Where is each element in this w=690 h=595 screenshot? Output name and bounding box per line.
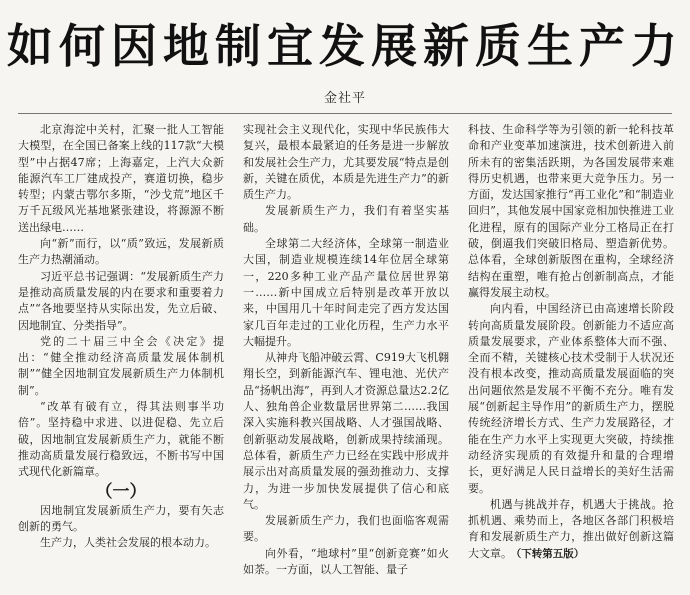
paragraph: “改革有破有立，得其法则事半功倍”。坚持稳中求进、以进促稳、先立后破，因地制宜发展新质生产力，就能不断推动高质量发展行稳致远，不断书写中国式现代化新篇章。 <box>18 400 224 479</box>
paragraph: 向内看，中国经济已由高速增长阶段转向高质量发展阶段。创新能力不适应高质量发展要求，产业体系整体大而不强、全而不精，关键核心技术受制于人状况还没有根本改变，推动高质量发展面临的突出问题依然是发展不平衡不充分。唯有发展“创新起主导作用”的新质生产力，摆脱传统经济增长方式、生产力发展路径，才能在生产力水平上实现更大突破，持续推动经济实现质的有效提升和量的合理增长，更好满足人民日益增长的美好生活需要。 <box>468 302 674 495</box>
paragraph: 发展新质生产力，我们也面临客观需要。 <box>243 514 449 544</box>
paragraph: 习近平总书记强调：“发展新质生产力是推动高质量发展的内在要求和重要着力点”“各地要坚持从实际出发，先立后破、因地制宜、分类指导”。 <box>18 269 224 332</box>
text-column-3 <box>468 122 674 582</box>
paragraph <box>468 497 674 562</box>
paragraph: 因地制宜发展新质生产力，要有矢志创新的勇气。 <box>18 503 224 533</box>
paragraph-text: 机遇与挑战并存，机遇大于挑战。抢抓机遇、乘势而上，各地区各部门积极培育和发展新质生产力，推出做好创新这篇大文章。 <box>468 497 674 560</box>
text-column-1 <box>18 122 224 582</box>
paragraph: 向“新”而行，以“质”致远，发展新质生产力热潮涌动。 <box>18 237 224 267</box>
text-column-2 <box>243 122 449 582</box>
paragraph: 向外看，“地球村”里“创新竞赛”如火如荼。一方面，以人工智能、量子 <box>243 546 449 577</box>
paragraph: 科技、生命科学等为引领的新一轮科技革命和产业变革加速演进，技术创新进入前所未有的密集活跃期，为各国发展带来难得历史机遇，也带来更大竞争压力。另一方面，发达国家推行“再工业化”和“制造业回归”，其他发展中国家竞相加快推进工业化进程，原有的国际产业分工格局正在打破，倒逼我们突破旧格局、塑造新优势。总体看，全球创新版图在重构，全球经济结构在重塑，唯有抢占创新制高点，才能赢得发展主动权。 <box>468 123 674 299</box>
paragraph: 全球第二大经济体，全球第一制造业大国，制造业规模连续14年位居全球第一，220多种工业产品产量位居世界第一……新中国成立后特别是改革开放以来，中国用几十年时间走完了西方发达国家几百年走过的工业化历程，生产力水平大幅提升。 <box>243 237 449 348</box>
section-heading: （一） <box>95 481 147 502</box>
paragraph: 从神舟飞船冲破云霄、C919大飞机翱翔长空，到新能源汽车、锂电池、光伏产品“扬帆出海”，再到人才资源总量达2.2亿人、独角兽企业数量居世界第二……我国深入实施科教兴国战略、人才强国战略、创新驱动发展战略，创新成果持续涌现。总体看，新质生产力已经在实践中形成并展示出对高质量发展的强劲推动力、支撑力，为进一步加快发展提供了信心和底气。 <box>243 351 449 511</box>
paragraph: 生产力，人类社会发展的根本动力。 <box>40 536 216 550</box>
header-divider <box>18 113 672 114</box>
paragraph: 党的二十届三中全会《决定》提出：“健全推动经济高质量发展体制机制”“健全因地制宜发展新质生产力体制机制”。 <box>18 334 224 397</box>
paragraph: 北京海淀中关村，汇聚一批人工智能大模型，在全国已备案上线的117款“大模型”中占据47席；上海嘉定，上汽大众新能源汽车工厂建成投产，赛道切换，稳步转型；内蒙古鄂尔多斯，“沙戈荒”地区千万千瓦级风光基地紧张建设，将源源不断送出绿电…… <box>18 123 224 234</box>
author-byline: 金社平 <box>323 91 366 106</box>
article-title: 如何因地制宜发展新质生产力 <box>7 19 683 73</box>
continue-note[interactable]: （下转第五版） <box>516 547 585 560</box>
paragraph: 发展新质生产力，我们有着坚实基础。 <box>243 204 449 234</box>
paragraph: 实现社会主义现代化，实现中华民族伟大复兴，最根本最紧迫的任务是进一步解放和发展社会生产力，尤其要发展“特点是创新，关键在质优，本质是先进生产力”的新质生产力。 <box>243 123 449 202</box>
